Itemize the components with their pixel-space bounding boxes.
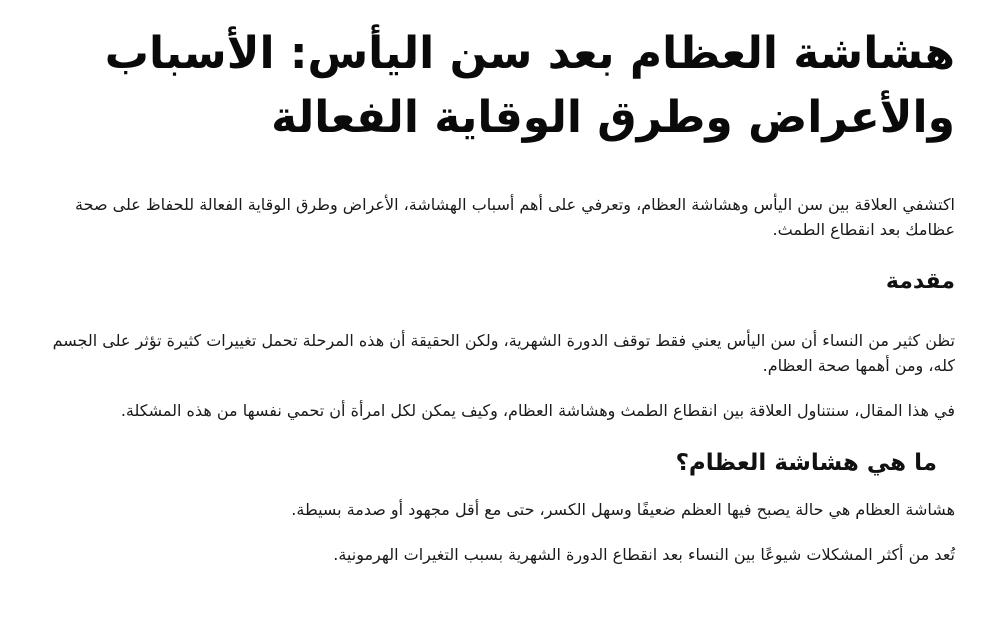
what-is-paragraph-2: تُعد من أكثر المشكلات شيوعًا بين النساء بعد انقطاع الدورة الشهرية بسبب التغيرات الهرمونية.: [333, 545, 955, 564]
intro-heading: مقدمة: [885, 269, 955, 294]
article-title: هشاشة العظام بعد سن اليأس: الأسباب والأعراض وطرق الوقاية الفعالة: [104, 28, 955, 143]
intro-paragraph-1: تظن كثير من النساء أن سن اليأس يعني فقط توقف الدورة الشهرية، ولكن الحقيقة أن هذه المرحلة تحمل تغييرات كثيرة تؤثر على الجسم كله، ومن أهمها صحة العظام.: [52, 331, 955, 375]
intro-paragraph-2: في هذا المقال، سنتناول العلاقة بين انقطاع الطمث وهشاشة العظام، وكيف يمكن لكل امرأة أن تحمي نفسها من هذه المشكلة.: [120, 401, 955, 420]
what-is-paragraph-1: هشاشة العظام هي حالة يصبح فيها العظم ضعيفًا وسهل الكسر، حتى مع أقل مجهود أو صدمة بسيطة.: [291, 500, 955, 519]
article: [40, 0, 955, 567]
article-excerpt: اكتشفي العلاقة بين سن اليأس وهشاشة العظام، وتعرفي على أهم أسباب الهشاشة، الأعراض وطرق الوقاية الفعالة للحفاظ على صحة عظامك بعد انقطاع الطمث.: [75, 195, 955, 239]
what-is-heading: ما هي هشاشة العظام؟: [675, 450, 937, 476]
